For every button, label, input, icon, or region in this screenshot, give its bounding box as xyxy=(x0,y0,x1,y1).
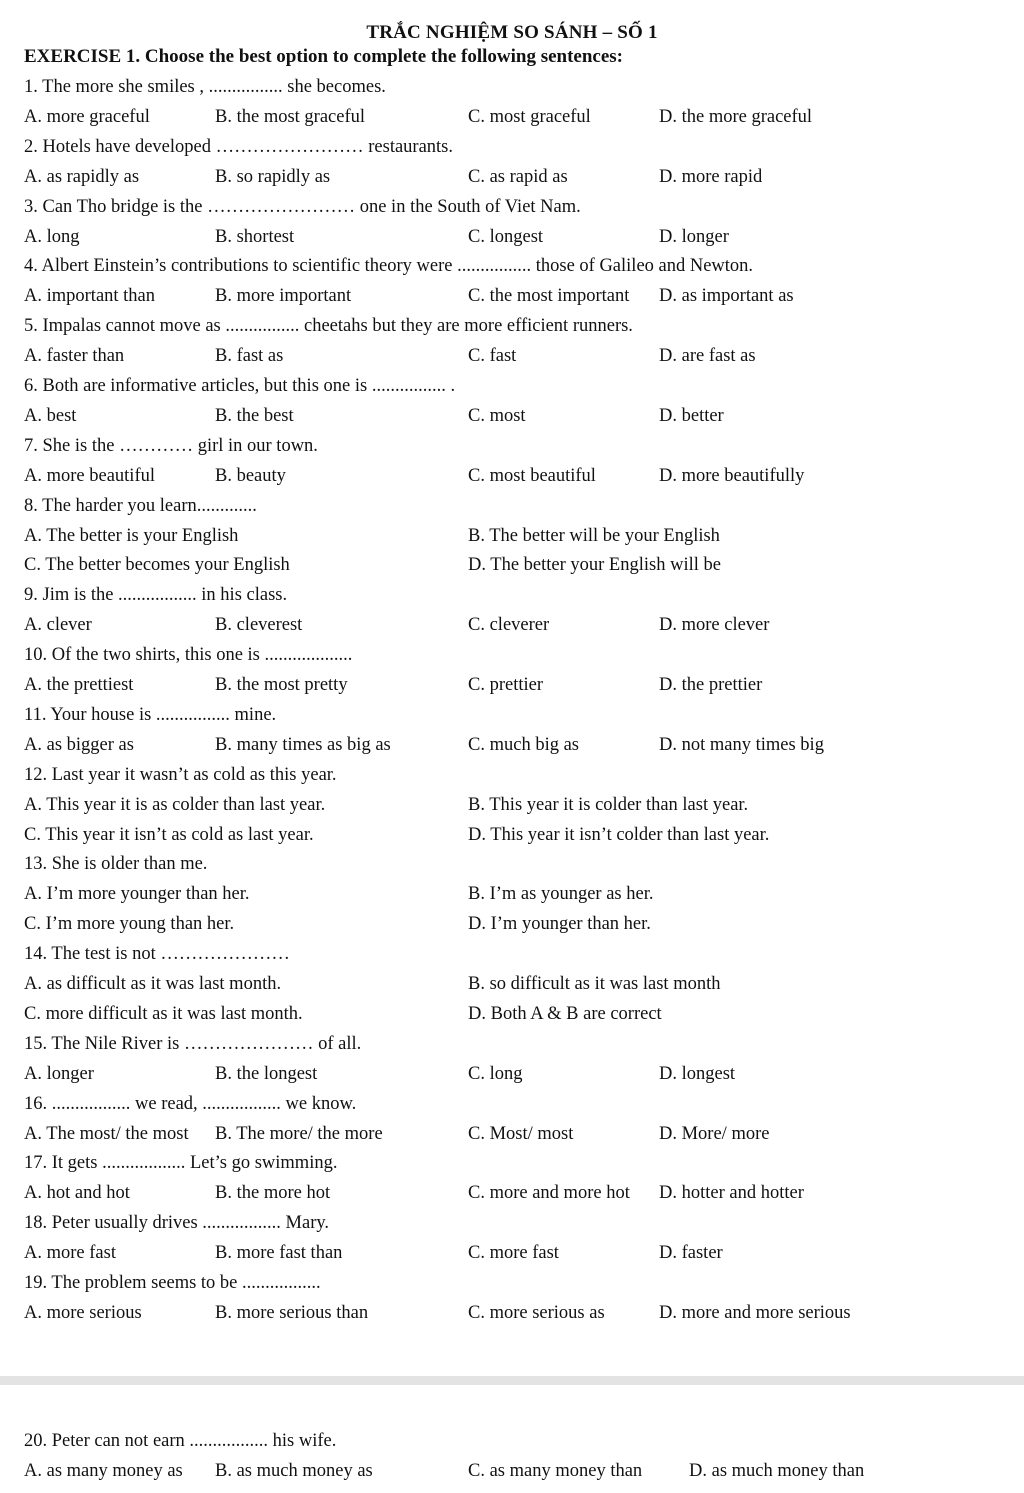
option-b[interactable]: B. This year it is colder than last year. xyxy=(468,794,749,815)
option-d[interactable]: D. more rapid xyxy=(659,166,763,187)
option-b[interactable]: B. the more hot xyxy=(215,1183,331,1204)
option-row xyxy=(24,1241,1014,1265)
question-text: 12. Last year it wasn’t as cold as this year. xyxy=(24,764,337,785)
option-row xyxy=(24,673,1014,697)
option-a[interactable]: A. more fast xyxy=(24,1243,116,1264)
exercise-heading: EXERCISE 1. Choose the best option to complete the following sentences: xyxy=(24,46,624,67)
question-text: 4. Albert Einstein’s contributions to scientific theory were ................ those of Galileo and Newton. xyxy=(24,256,754,277)
option-d[interactable]: D. hotter and hotter xyxy=(659,1183,804,1204)
option-c[interactable]: C. longest xyxy=(468,226,544,247)
option-b[interactable]: B. the best xyxy=(215,405,294,426)
option-row xyxy=(24,1062,1014,1086)
option-a[interactable]: A. faster than xyxy=(24,346,125,367)
question-text: 18. Peter usually drives ................. Mary. xyxy=(24,1213,330,1234)
option-c[interactable]: C. fast xyxy=(468,346,517,367)
option-d[interactable]: D. the prettier xyxy=(659,675,763,695)
option-b[interactable]: B. cleverest xyxy=(215,615,303,636)
question-text: 6. Both are informative articles, but this one is ................ . xyxy=(24,376,456,396)
option-d[interactable]: D. More/ more xyxy=(659,1123,770,1144)
option-a[interactable]: A. hot and hot xyxy=(24,1183,130,1204)
option-c[interactable]: C. This year it isn’t as cold as last year. xyxy=(24,824,314,845)
option-row xyxy=(24,1301,1014,1325)
option-d[interactable]: D. as much money than xyxy=(689,1460,865,1481)
option-c[interactable]: C. most beautiful xyxy=(468,465,596,486)
question-text: 17. It gets .................. Let’s go swimming. xyxy=(24,1153,338,1174)
option-b[interactable]: B. I’m as younger as her. xyxy=(468,884,654,905)
option-d[interactable]: D. longest xyxy=(659,1063,736,1084)
option-c[interactable]: C. as rapid as xyxy=(468,166,568,187)
option-row xyxy=(24,344,1014,368)
option-b[interactable]: B. more important xyxy=(215,286,352,307)
question-text: 5. Impalas cannot move as ................ cheetahs but they are more efficient runners. xyxy=(24,316,633,337)
option-row xyxy=(24,972,1014,996)
option-d[interactable]: D. the more graceful xyxy=(659,106,813,127)
option-c[interactable]: C. Most/ most xyxy=(468,1123,574,1144)
option-c[interactable]: C. most graceful xyxy=(468,106,591,127)
option-d[interactable]: D. are fast as xyxy=(659,346,756,367)
option-a[interactable]: A. as difficult as it was last month. xyxy=(24,974,282,994)
option-d[interactable]: D. longer xyxy=(659,226,729,247)
option-a[interactable]: A. The better is your English xyxy=(24,525,239,546)
option-row xyxy=(24,464,1014,488)
option-c[interactable]: C. long xyxy=(468,1063,523,1084)
question-text: 14. The test is not ………………… xyxy=(24,944,290,965)
option-d[interactable]: D. more beautifully xyxy=(659,465,805,486)
option-d[interactable]: D. more and more serious xyxy=(659,1302,851,1323)
option-c[interactable]: C. more and more hot xyxy=(468,1183,630,1204)
option-c[interactable]: C. I’m more young than her. xyxy=(24,914,235,935)
question-text: 10. Of the two shirts, this one is ................... xyxy=(24,645,353,666)
option-row xyxy=(24,613,1014,637)
option-a[interactable]: A. as many money as xyxy=(24,1460,183,1481)
option-b[interactable]: B. more fast than xyxy=(215,1243,343,1264)
option-c[interactable]: C. much big as xyxy=(468,734,579,755)
option-b[interactable]: B. shortest xyxy=(215,226,295,247)
page-divider xyxy=(0,1376,1024,1385)
option-a[interactable]: A. The most/ the most xyxy=(24,1123,189,1144)
option-a[interactable]: A. I’m more younger than her. xyxy=(24,884,250,905)
option-row xyxy=(24,524,1014,548)
option-a[interactable]: A. more beautiful xyxy=(24,465,155,486)
option-b[interactable]: B. more serious than xyxy=(215,1302,369,1323)
option-row xyxy=(24,793,1014,817)
option-a[interactable]: A. as rapidly as xyxy=(24,166,140,187)
option-row xyxy=(24,1122,1014,1146)
option-d[interactable]: D. faster xyxy=(659,1243,723,1264)
option-row xyxy=(24,733,1014,757)
option-row xyxy=(24,882,1014,906)
question-text: 20. Peter can not earn ................. his wife. xyxy=(24,1431,337,1451)
option-d[interactable]: D. more clever xyxy=(659,615,770,636)
option-b[interactable]: B. the longest xyxy=(215,1063,318,1084)
option-a[interactable]: A. long xyxy=(24,226,80,247)
option-b[interactable]: B. The better will be your English xyxy=(468,525,720,546)
option-c[interactable]: C. most xyxy=(468,405,526,426)
question-text: 1. The more she smiles , ................ she becomes. xyxy=(24,77,386,97)
option-row xyxy=(24,912,1014,936)
question-text: 11. Your house is ................ mine. xyxy=(24,704,277,725)
option-b[interactable]: B. the most pretty xyxy=(215,675,348,695)
option-row xyxy=(24,105,1014,129)
option-b[interactable]: B. so rapidly as xyxy=(215,166,331,187)
option-d[interactable]: D. not many times big xyxy=(659,734,824,755)
question-text: 8. The harder you learn............. xyxy=(24,495,257,516)
option-row xyxy=(24,225,1014,249)
option-d[interactable]: D. as important as xyxy=(659,286,794,307)
option-d[interactable]: D. I’m younger than her. xyxy=(468,914,651,935)
option-row xyxy=(24,284,1014,308)
option-c[interactable]: C. prettier xyxy=(468,675,544,695)
option-b[interactable]: B. The more/ the more xyxy=(215,1123,383,1144)
option-c[interactable]: C. cleverer xyxy=(468,615,550,636)
option-a[interactable]: A. best xyxy=(24,405,77,426)
option-a[interactable]: A. more serious xyxy=(24,1302,142,1323)
option-c[interactable]: C. the most important xyxy=(468,286,630,307)
option-row xyxy=(24,1459,1014,1483)
option-a[interactable]: A. more graceful xyxy=(24,106,150,127)
option-a[interactable]: A. as bigger as xyxy=(24,734,134,755)
question-text: 7. She is the ………… girl in our town. xyxy=(24,435,318,456)
question-text: 9. Jim is the ................. in his class. xyxy=(24,585,288,606)
option-row xyxy=(24,553,1014,577)
question-text: 16. ................. we read, ................. we know. xyxy=(24,1093,357,1114)
question-text: 15. The Nile River is ………………… of all. xyxy=(24,1033,362,1054)
option-b[interactable]: B. many times as big as xyxy=(215,734,391,755)
option-b[interactable]: B. the most graceful xyxy=(215,106,366,127)
option-d[interactable]: D. Both A & B are correct xyxy=(468,1003,662,1024)
option-b[interactable]: B. beauty xyxy=(215,465,286,486)
question-text: 13. She is older than me. xyxy=(24,854,208,875)
option-c[interactable]: C. The better becomes your English xyxy=(24,555,290,576)
option-row xyxy=(24,823,1014,847)
option-a[interactable]: A. This year it is as colder than last year. xyxy=(24,794,326,815)
option-c[interactable]: C. as many money than xyxy=(468,1460,643,1481)
option-d[interactable]: D. This year it isn’t colder than last year. xyxy=(468,824,770,845)
option-row xyxy=(24,165,1014,189)
option-row xyxy=(24,404,1014,428)
option-row xyxy=(24,1181,1014,1205)
option-a[interactable]: A. the prettiest xyxy=(24,675,134,695)
option-a[interactable]: A. clever xyxy=(24,615,92,636)
option-row xyxy=(24,1002,1014,1026)
option-c[interactable]: C. more serious as xyxy=(468,1302,605,1323)
question-text: 19. The problem seems to be ................. xyxy=(24,1273,321,1293)
option-d[interactable]: D. The better your English will be xyxy=(468,555,721,576)
option-d[interactable]: D. better xyxy=(659,405,724,426)
option-b[interactable]: B. fast as xyxy=(215,346,284,367)
option-c[interactable]: C. more fast xyxy=(468,1243,559,1264)
option-b[interactable]: B. as much money as xyxy=(215,1460,373,1481)
option-a[interactable]: A. important than xyxy=(24,286,156,307)
worksheet-title: TRẮC NGHIỆM SO SÁNH – SỐ 1 xyxy=(366,22,658,43)
question-text: 2. Hotels have developed …………………… restaurants. xyxy=(24,136,454,157)
option-c[interactable]: C. more difficult as it was last month. xyxy=(24,1003,303,1024)
question-text: 3. Can Tho bridge is the …………………… one in the South of Viet Nam. xyxy=(24,196,581,217)
option-b[interactable]: B. so difficult as it was last month xyxy=(468,974,721,994)
option-a[interactable]: A. longer xyxy=(24,1063,94,1084)
